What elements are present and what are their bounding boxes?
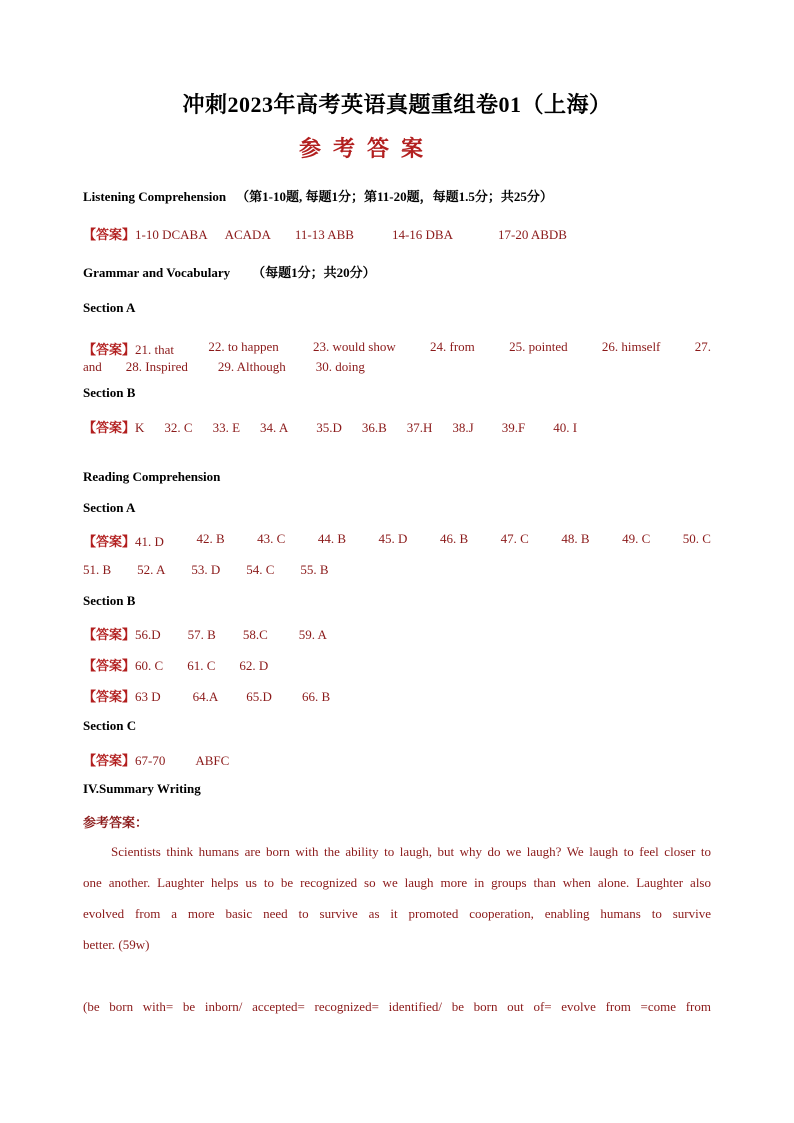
answer-item: 22. to happen (208, 339, 279, 354)
answer-item: 35.D (316, 420, 342, 435)
answer-item: 41. D (135, 534, 164, 549)
answer-item: 32. C (164, 420, 193, 435)
answer-item: 42. B (196, 531, 225, 546)
answer-item: 51. B (83, 562, 112, 577)
answer-item: 50. C (682, 531, 711, 546)
summary-para-line: evolved from a more basic need to survive as it promoted cooperation, enabling humans to survive (83, 906, 711, 921)
summary-para-line: better. (59w) (83, 937, 150, 952)
answer-item: 47. C (500, 531, 529, 546)
answer-item: 33. E (212, 420, 241, 435)
answer-item: 46. B (439, 531, 469, 546)
answer-item: 48. B (561, 531, 590, 546)
summary-ref-label: 参考答案： (83, 815, 149, 830)
answer-item: 25. pointed (509, 339, 568, 354)
answer-item: 67-70 (135, 753, 166, 768)
answer-item: 34. A (260, 420, 289, 435)
summary-heading: IV.Summary Writing (83, 781, 201, 796)
answer-item: 37.H (406, 420, 433, 435)
grammar-section-a-line2 (83, 359, 365, 375)
answer-tag: 【答案】 (83, 342, 136, 357)
answer-item: 61. C (187, 658, 216, 673)
reading-section-a-line1 (83, 531, 711, 550)
listening-heading (83, 186, 553, 205)
answer-item: 14-16 DBA (391, 227, 453, 242)
answer-tag: 【答案】 (83, 658, 136, 673)
answer-item: 49. C (622, 531, 651, 546)
answer-item: 60. C (135, 658, 164, 673)
answer-item: and (83, 359, 102, 374)
answer-item: 29. Although (217, 359, 286, 374)
answer-item: 65.D (246, 689, 272, 704)
reading-section-c-label: Section C (83, 718, 137, 733)
grammar-section-a-label: Section A (83, 300, 136, 315)
answer-item: 27. (694, 339, 711, 354)
answer-tag: 【答案】 (83, 227, 136, 242)
summary-para-line: one another. Laughter helps us to be recognized so we laugh more in groups than when alone. Laughter also (83, 875, 711, 890)
grammar-heading-text: Grammar and Vocabulary (83, 265, 231, 280)
answer-item: 62. D (239, 658, 269, 673)
answer-item: 64.A (192, 689, 219, 704)
answer-item: 36.B (361, 420, 387, 435)
reading-section-b-label: Section B (83, 593, 136, 608)
grammar-section-a-line1 (83, 339, 711, 358)
reading-heading: Reading Comprehension (83, 469, 221, 484)
grammar-note: （每题1分；共20分） (252, 265, 376, 280)
answer-item: 52. A (137, 562, 166, 577)
answer-item: 23. would show (313, 339, 396, 354)
answer-item: 54. C (246, 562, 275, 577)
answer-item: 21. that (135, 342, 175, 357)
answer-item: 30. doing (315, 359, 365, 374)
grammar-section-b-label: Section B (83, 385, 136, 400)
answer-item: ACADA (224, 227, 271, 242)
reading-section-b-row1 (83, 624, 327, 643)
answer-tag: 【答案】 (83, 534, 136, 549)
reading-section-b-row3 (83, 686, 330, 705)
listening-heading-text: Listening Comprehension (83, 189, 227, 204)
answer-item: 55. B (300, 562, 329, 577)
answer-item: ABFC (195, 753, 230, 768)
answer-item: 11-13 ABB (294, 227, 354, 242)
page-title: 冲刺2023年高考英语真题重组卷01（上海） (182, 92, 612, 117)
answer-item: 59. A (298, 627, 327, 642)
grammar-heading (83, 262, 376, 281)
answer-item: 1-10 DCABA (135, 227, 208, 242)
answer-item: 26. himself (601, 339, 661, 354)
answer-item: 39.F (501, 420, 526, 435)
reading-section-a-label: Section A (83, 500, 136, 515)
listening-answers (83, 224, 567, 243)
answer-tag: 【答案】 (83, 420, 136, 435)
answer-item: 40. I (553, 420, 578, 435)
page-subtitle: 参考答案 (298, 136, 435, 161)
summary-para-line: Scientists think humans are born with the ability to laugh, but why do we laugh? We laugh to feel closer to (111, 844, 711, 859)
answer-item: 58.C (242, 627, 268, 642)
listening-note: （第1-10题, 每题1分；第11-20题，每题1.5分；共25分） (236, 189, 553, 204)
answer-item: 44. B (317, 531, 347, 546)
answer-item: 24. from (430, 339, 475, 354)
answer-item: 66. B (301, 689, 331, 704)
answer-item: K (135, 420, 145, 435)
answer-item: 45. D (378, 531, 408, 546)
answer-item: 57. B (187, 627, 216, 642)
answer-item: 38.J (452, 420, 474, 435)
answer-item: 28. Inspired (125, 359, 188, 374)
answer-item: 17-20 ABDB (497, 227, 567, 242)
answer-item: 56.D (135, 627, 161, 642)
reading-section-a-line2 (83, 562, 329, 578)
answer-item: 53. D (191, 562, 221, 577)
answer-tag: 【答案】 (83, 627, 136, 642)
summary-notes-line: (be born with= be inborn/ accepted= recognized= identified/ be born out of= evolve from =come from (83, 999, 711, 1014)
reading-section-c-answers (83, 750, 229, 769)
answer-tag: 【答案】 (83, 753, 136, 768)
answer-tag: 【答案】 (83, 689, 136, 704)
reading-section-b-row2 (83, 655, 268, 674)
answer-item: 63 D (135, 689, 161, 704)
answer-item: 43. C (257, 531, 286, 546)
grammar-section-b-answers (83, 417, 577, 436)
